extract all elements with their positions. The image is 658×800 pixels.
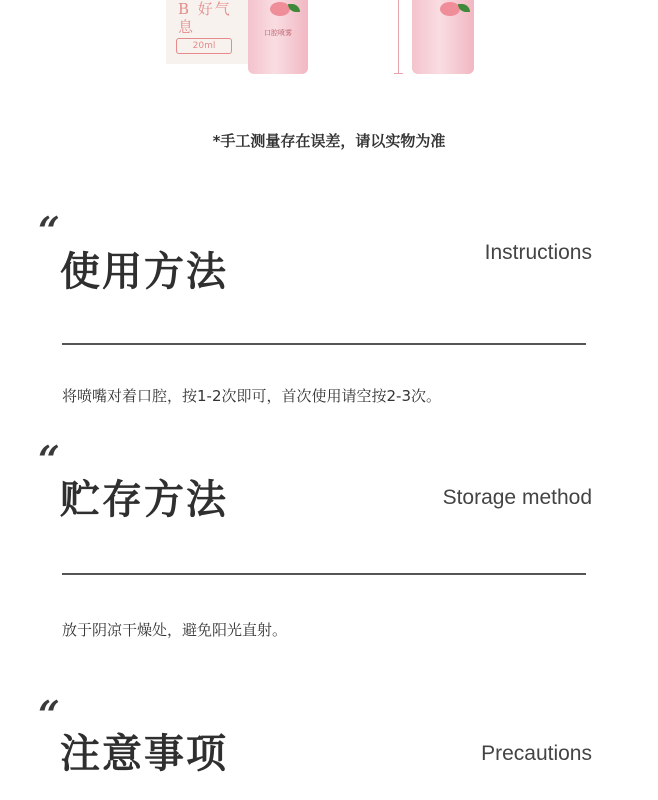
quote-mark-icon: “ (38, 437, 60, 482)
peach-icon (440, 2, 460, 16)
measure-line (398, 0, 399, 74)
section-title-storage: 贮存方法 (60, 477, 228, 523)
section-title-instructions: 使用方法 (60, 249, 228, 295)
peach-icon (270, 2, 290, 16)
product-image (0, 0, 658, 90)
product-size-badge: 20ml (176, 38, 232, 54)
section-subtitle-precautions: Precautions (481, 742, 592, 765)
measure-tick (394, 73, 403, 74)
product-bottle-left (248, 0, 308, 74)
section-title-precautions: 注意事项 (60, 731, 228, 777)
section-subtitle-instructions: Instructions (484, 241, 592, 264)
leaf-icon (288, 4, 300, 12)
leaf-icon (458, 4, 470, 12)
section-body-storage: 放于阴凉干燥处，避免阳光直射。 (62, 621, 288, 639)
section-subtitle-storage: Storage method (442, 486, 592, 509)
section-divider (62, 343, 586, 345)
bottle-label: 口腔喷雾 (264, 29, 292, 37)
quote-mark-icon: “ (38, 208, 60, 253)
quote-mark-icon: “ (38, 692, 60, 737)
section-body-instructions: 将喷嘴对着口腔，按1-2次即可，首次使用请空按2-3次。 (62, 387, 442, 405)
product-card (166, 0, 248, 64)
section-divider (62, 573, 586, 575)
measurement-disclaimer: *手工测量存在误差，请以实物为准 (212, 132, 446, 150)
product-card-text: B 好气息 (178, 0, 232, 36)
product-bottle-right (412, 0, 474, 74)
